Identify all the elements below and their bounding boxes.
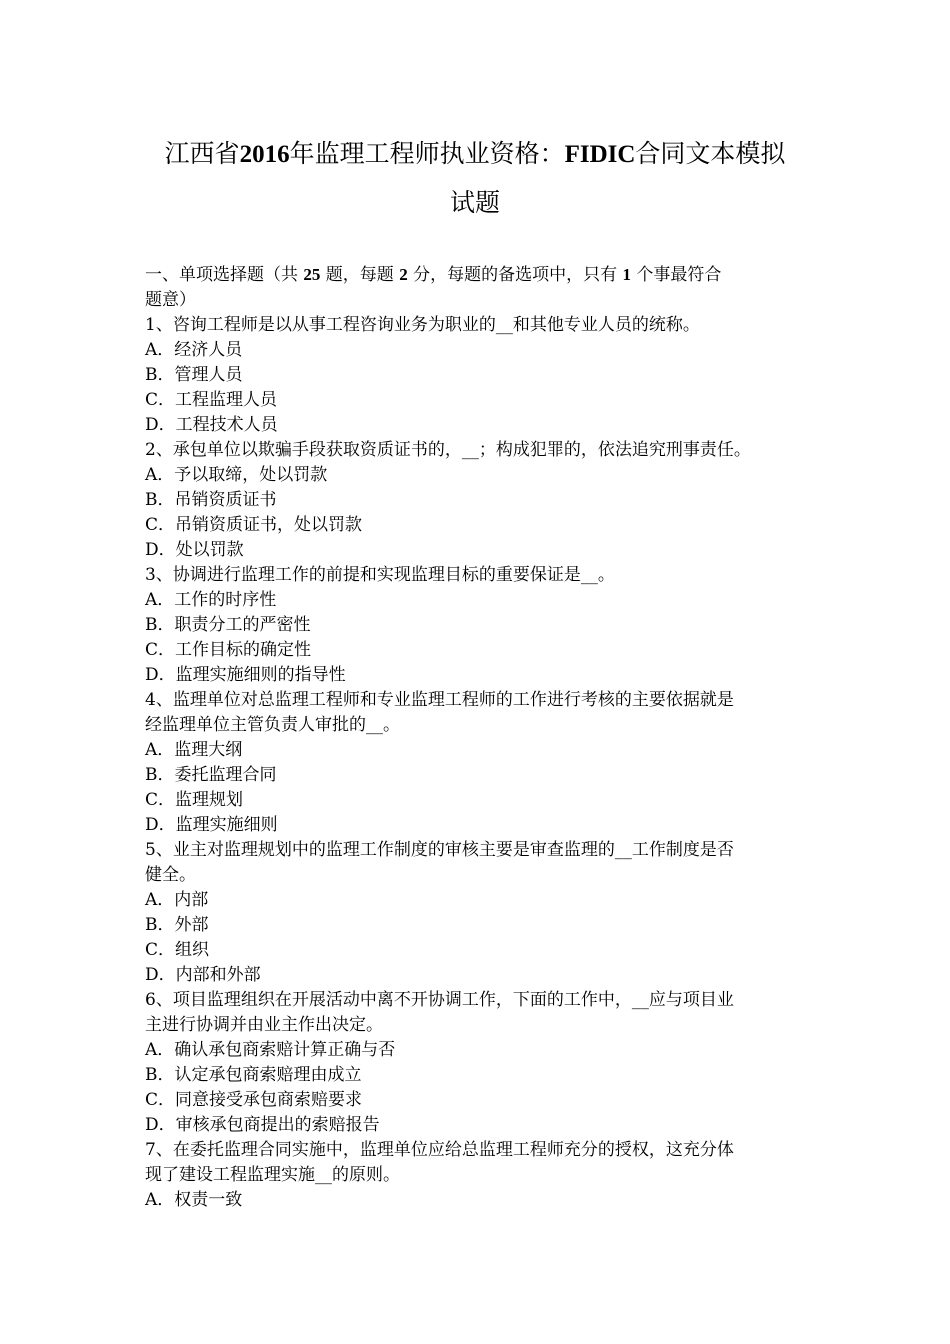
question-1	[145, 313, 810, 438]
answer-option: D．审核承包商提出的索赔报告	[145, 1115, 380, 1135]
question-7	[145, 1138, 810, 1213]
document-title	[100, 130, 850, 227]
title-text: 年监理工程师执业资格：	[289, 139, 565, 168]
question-3	[145, 563, 810, 688]
answer-option: B．职责分工的严密性	[145, 615, 311, 635]
answer-option: C．工程监理人员	[145, 390, 278, 410]
answer-option: A．经济人员	[145, 340, 243, 360]
answer-option: C．同意接受承包商索赔要求	[145, 1090, 363, 1110]
answer-option: A．监理大纲	[145, 740, 243, 760]
question-4	[145, 688, 810, 838]
title-line-1	[100, 130, 850, 179]
question-stem-line: 经监理单位主管负责人审批的__。	[145, 715, 400, 735]
answer-option: A．确认承包商索赔计算正确与否	[145, 1040, 396, 1060]
question-stem-line: 3、协调进行监理工作的前提和实现监理目标的重要保证是__。	[145, 565, 615, 585]
answer-option: B．认定承包商索赔理由成立	[145, 1065, 362, 1085]
answer-option: A．内部	[145, 890, 209, 910]
answer-option: D．处以罚款	[145, 540, 244, 560]
title-fidic: FIDIC	[564, 141, 636, 168]
heading-text: 一、单项选择题（共	[145, 265, 304, 285]
answer-option: A．工作的时序性	[145, 590, 277, 610]
title-line-2: 试题	[449, 188, 500, 217]
answer-option: D．监理实施细则	[145, 815, 278, 835]
question-stem-line: 4、监理单位对总监理工程师和专业监理工程师的工作进行考核的主要依据就是	[145, 690, 734, 710]
question-6	[145, 988, 810, 1138]
answer-option: A．权责一致	[145, 1190, 243, 1210]
heading-text: 分，每题的备选项中，只有	[407, 265, 623, 285]
question-stem-line: 5、业主对监理规划中的监理工作制度的审核主要是审查监理的__工作制度是否	[145, 840, 734, 860]
question-5	[145, 838, 810, 988]
question-points: 2	[399, 265, 408, 284]
answer-option: A．予以取缔，处以罚款	[145, 465, 328, 485]
answer-option: B．委托监理合同	[145, 765, 277, 785]
question-stem-line: 现了建设工程监理实施__的原则。	[145, 1165, 400, 1185]
question-stem-line: 主进行协调并由业主作出决定。	[145, 1015, 383, 1035]
question-count: 25	[303, 265, 321, 284]
answer-option: B．外部	[145, 915, 209, 935]
heading-text: 题，每题	[320, 265, 400, 285]
title-text: 合同文本模拟	[635, 139, 786, 168]
answer-option: D．监理实施细则的指导性	[145, 665, 346, 685]
question-list	[145, 313, 810, 1213]
answer-option: D．工程技术人员	[145, 415, 278, 435]
answer-option: B．吊销资质证书	[145, 490, 277, 510]
question-stem-line: 6、项目监理组织在开展活动中离不开协调工作，下面的工作中，__应与项目业	[145, 990, 734, 1010]
question-stem-line: 1、咨询工程师是以从事工程咨询业务为职业的__和其他专业人员的统称。	[145, 315, 700, 335]
answer-option: D．内部和外部	[145, 965, 261, 985]
answer-count: 1	[622, 265, 632, 284]
section-heading-line-2: 题意）	[145, 290, 196, 310]
answer-option: C．工作目标的确定性	[145, 640, 312, 660]
question-2	[145, 438, 810, 563]
question-stem-line: 健全。	[145, 865, 196, 885]
title-year: 2016	[239, 141, 290, 168]
answer-option: B．管理人员	[145, 365, 243, 385]
answer-option: C．监理规划	[145, 790, 244, 810]
heading-text: 个事最符合	[631, 265, 722, 285]
answer-option: C．组织	[145, 940, 210, 960]
document-body	[145, 262, 810, 1213]
answer-option: C．吊销资质证书，处以罚款	[145, 515, 363, 535]
question-stem-line: 7、在委托监理合同实施中，监理单位应给总监理工程师充分的授权，这充分体	[145, 1140, 734, 1160]
question-stem-line: 2、承包单位以欺骗手段获取资质证书的，__；构成犯罪的，依法追究刑事责任。	[145, 440, 751, 460]
section-heading	[145, 262, 810, 288]
title-text: 江西省	[164, 139, 240, 168]
